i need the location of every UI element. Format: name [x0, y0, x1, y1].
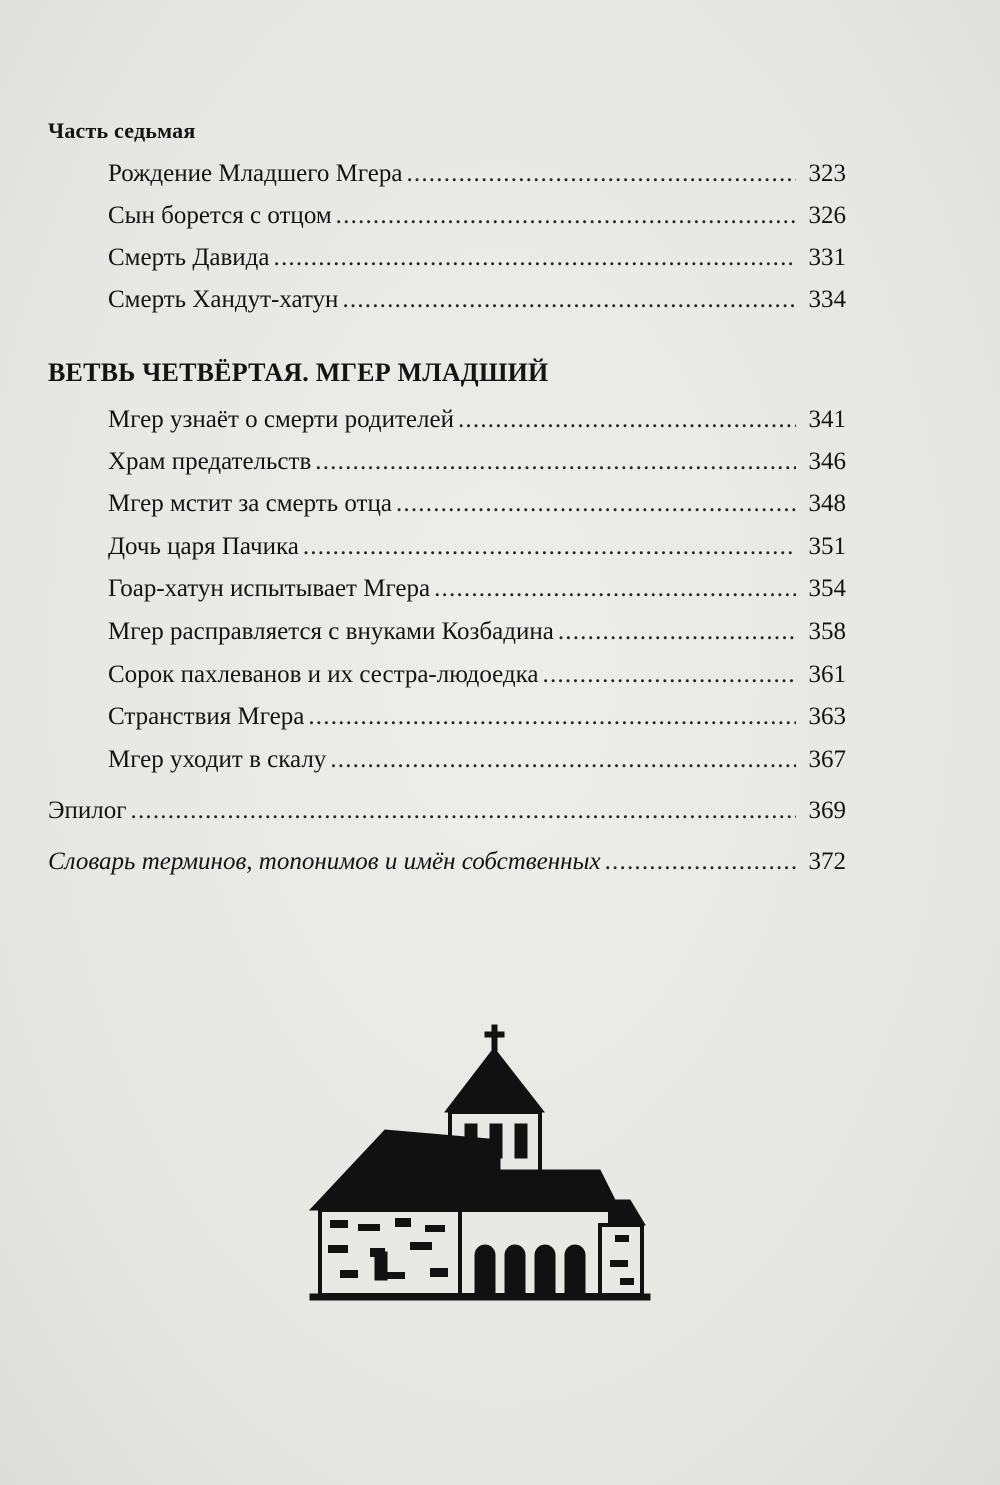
dot-leader: [434, 572, 796, 606]
toc-entry-title: Словарь терминов, топонимов и имён собственных: [48, 848, 601, 875]
arch-window: [505, 1245, 525, 1295]
branch-four-heading: ВЕТВЬ ЧЕТВЁРТАЯ. МГЕР МЛАДШИЙ: [48, 358, 549, 387]
toc-entry-title: Эпилог: [48, 797, 127, 824]
toc-entry-page: 326: [808, 202, 846, 229]
toc-entry-title: Сын борется с отцом: [108, 202, 332, 229]
dot-leader: [396, 487, 796, 521]
cross-horizontal: [485, 1032, 504, 1037]
toc-entry-title: Дочь царя Пачика: [108, 533, 299, 560]
church-illustration: [300, 1020, 660, 1310]
toc-entry-title: Мгер уходит в скалу: [108, 746, 327, 773]
cross-vertical: [492, 1025, 497, 1051]
toc-entry-title: Сорок пахлеванов и их сестра-людоедка: [108, 661, 539, 688]
toc-entry-page: 354: [808, 575, 846, 602]
dot-leader: [330, 743, 796, 777]
toc-entry: [108, 615, 846, 649]
toc-entry-page: 346: [808, 448, 846, 475]
toc-entry: [108, 530, 846, 564]
toc-entry-page: 367: [808, 746, 846, 773]
toc-entry: [108, 157, 846, 191]
toc-entry-title: Мгер мстит за смерть отца: [108, 490, 392, 517]
dot-leader: [274, 241, 797, 275]
toc-entry-page: 372: [808, 848, 846, 875]
toc-entry: [108, 487, 846, 521]
toc-entry-page: 361: [808, 661, 846, 688]
dome-roof: [445, 1048, 544, 1112]
toc-entry-title: Мгер расправляется с внуками Козбадина: [108, 618, 554, 645]
toc-entry: [108, 743, 846, 777]
toc-entry: [108, 283, 846, 317]
toc-entry-page: 348: [808, 490, 846, 517]
toc-entry-page: 369: [808, 797, 846, 824]
arch-window: [475, 1245, 495, 1295]
drum-window: [515, 1124, 527, 1158]
toc-entry: [108, 199, 846, 233]
toc-entry-page: 323: [808, 160, 846, 187]
dot-leader: [558, 615, 796, 649]
toc-entry-page: 351: [808, 533, 846, 560]
toc-entry-title: Смерть Давида: [108, 244, 270, 271]
dot-leader: [315, 445, 796, 479]
toc-entry: [108, 445, 846, 479]
toc-entry-page: 331: [808, 244, 846, 271]
ground-line: [310, 1294, 650, 1300]
toc-entry: [108, 572, 846, 606]
toc-entry-title: Странствия Мгера: [108, 703, 305, 730]
dot-leader: [131, 794, 797, 828]
toc-entry-title: Рождение Младшего Мгера: [108, 160, 403, 187]
toc-glossary: [48, 845, 846, 879]
toc-entry: [108, 241, 846, 275]
toc-entry: [108, 658, 846, 692]
toc-entry-page: 334: [808, 286, 846, 313]
toc-entry-page: 341: [808, 406, 846, 433]
part-seven-heading: Часть седьмая: [48, 118, 196, 143]
toc-entry-title: Мгер узнаёт о смерти родителей: [108, 406, 454, 433]
dot-leader: [342, 283, 796, 317]
arch-window: [535, 1245, 555, 1295]
dot-leader: [605, 845, 796, 879]
toc-entry: [108, 700, 846, 734]
dot-leader: [458, 403, 796, 437]
toc-entry-page: 358: [808, 618, 846, 645]
dot-leader: [308, 700, 796, 734]
dot-leader: [406, 157, 796, 191]
dot-leader: [543, 658, 796, 692]
toc-entry-title: Гоар-хатун испытывает Мгера: [108, 575, 431, 602]
toc-entry-title: Храм предательств: [108, 448, 312, 475]
toc-entry-page: 363: [808, 703, 846, 730]
toc-entry-title: Смерть Хандут-хатун: [108, 286, 339, 313]
dot-leader: [303, 530, 796, 564]
west-window: [375, 1252, 387, 1280]
dot-leader: [336, 199, 796, 233]
arch-window: [565, 1245, 585, 1295]
toc-entry: [108, 403, 846, 437]
toc-epilogue: [48, 794, 846, 828]
